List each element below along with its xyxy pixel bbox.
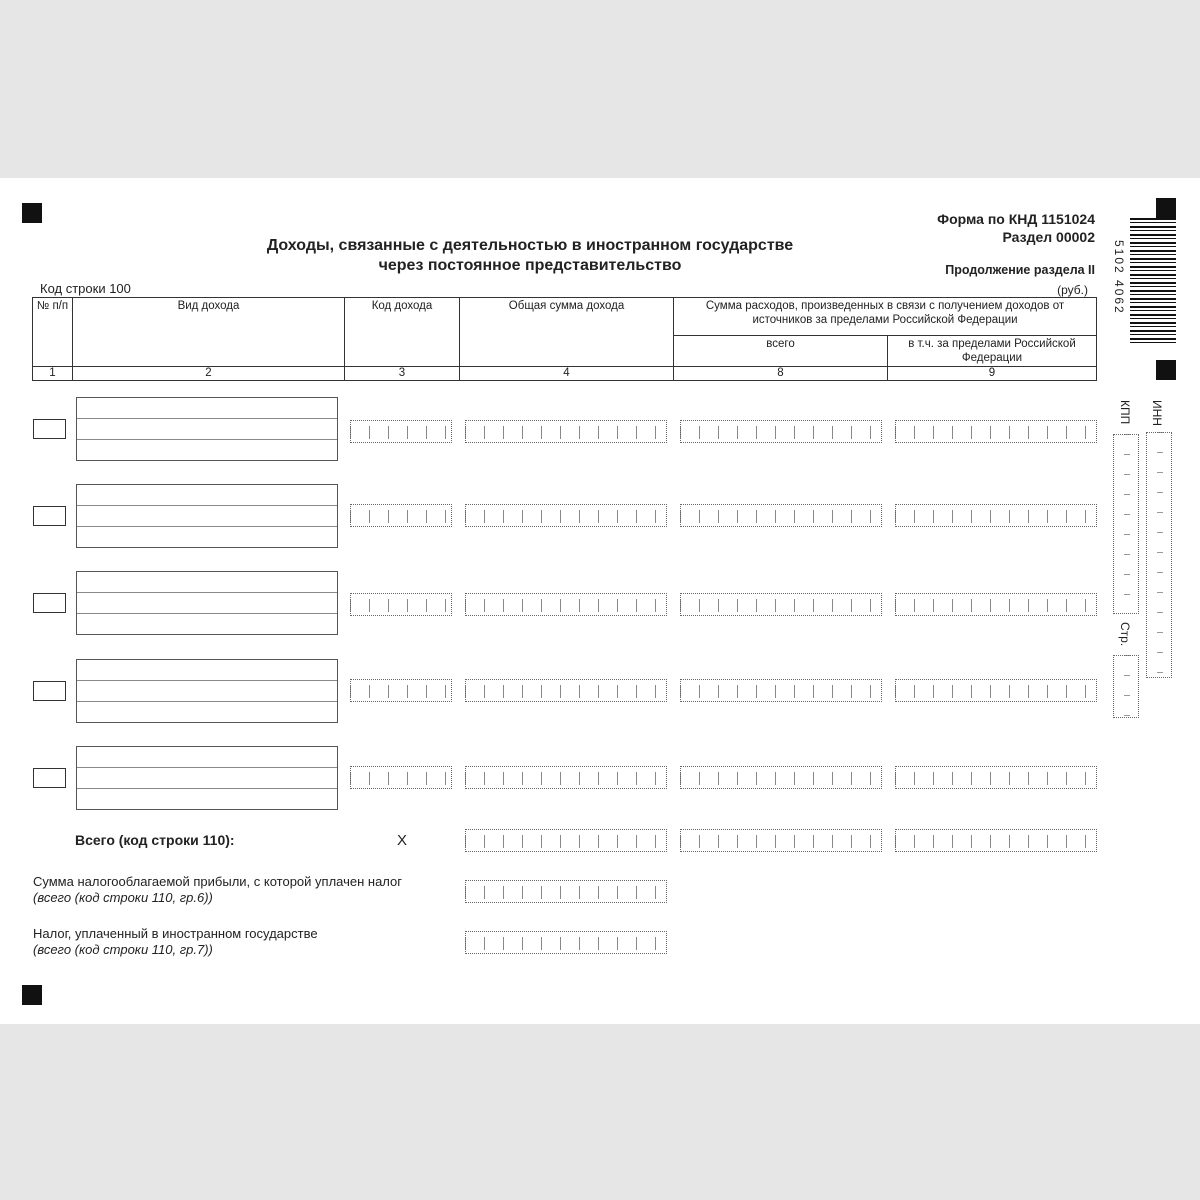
col-number: 4 — [460, 367, 674, 381]
total-income-field[interactable] — [465, 766, 667, 789]
page-number-field[interactable] — [1113, 655, 1139, 718]
row-number-field[interactable] — [33, 506, 66, 526]
totals-x-mark: X — [397, 832, 408, 849]
row-number-field[interactable] — [33, 419, 66, 439]
foreign-tax-label — [33, 926, 318, 958]
total-income-field[interactable] — [465, 593, 667, 616]
income-code-field[interactable] — [350, 420, 452, 443]
registration-marker — [1156, 198, 1176, 218]
barcode-number: 5102 4062 — [1112, 240, 1126, 315]
income-type-field[interactable] — [76, 397, 338, 461]
page-title — [210, 236, 850, 276]
col-header-income-code: Код дохода — [345, 298, 460, 367]
col-number: 1 — [33, 367, 73, 381]
expenses-total-field[interactable] — [680, 504, 882, 527]
totals-income-field[interactable] — [465, 829, 667, 852]
taxable-profit-label — [33, 874, 402, 906]
inn-label: ИНН — [1150, 400, 1164, 426]
form-code: Форма по КНД 1151024 — [937, 211, 1095, 227]
line-code-label: Код строки 100 — [40, 281, 131, 296]
registration-marker — [1156, 360, 1176, 380]
total-income-field[interactable] — [465, 420, 667, 443]
kpp-label: КПП — [1118, 400, 1132, 425]
income-code-field[interactable] — [350, 766, 452, 789]
expenses-abroad-field[interactable] — [895, 420, 1097, 443]
totals-expenses-abroad-field[interactable] — [895, 829, 1097, 852]
expenses-abroad-field[interactable] — [895, 766, 1097, 789]
title-line-1: Доходы, связанные с деятельностью в иностранном государстве — [266, 237, 794, 254]
inn-field[interactable] — [1146, 432, 1172, 678]
income-code-field[interactable] — [350, 593, 452, 616]
row-number-field[interactable] — [33, 768, 66, 788]
col-number: 3 — [345, 367, 460, 381]
expenses-abroad-field[interactable] — [895, 504, 1097, 527]
col-number: 2 — [73, 367, 345, 381]
row-number-field[interactable] — [33, 681, 66, 701]
footer-note: (всего (код строки 110, гр.6)) — [33, 890, 213, 905]
income-type-field[interactable] — [76, 484, 338, 548]
registration-marker — [22, 203, 42, 223]
expenses-total-field[interactable] — [680, 766, 882, 789]
col-header-expenses-total: всего — [674, 336, 888, 367]
continuation-label: Продолжение раздела II — [945, 263, 1095, 277]
footer-label: Сумма налогооблагаемой прибыли, с которой уплачен налог — [33, 874, 403, 889]
expenses-total-field[interactable] — [680, 420, 882, 443]
expenses-total-field[interactable] — [680, 593, 882, 616]
section-number: Раздел 00002 — [1002, 229, 1095, 245]
total-income-field[interactable] — [465, 679, 667, 702]
page-label: Стр. — [1118, 622, 1132, 647]
barcode — [1130, 218, 1176, 344]
footer-note: (всего (код строки 110, гр.7)) — [33, 942, 213, 957]
expenses-abroad-field[interactable] — [895, 679, 1097, 702]
col-header-number: № п/п — [33, 298, 73, 367]
footer-label: Налог, уплаченный в иностранном государстве — [33, 926, 318, 941]
kpp-field[interactable] — [1113, 434, 1139, 614]
registration-marker — [22, 985, 42, 1005]
income-code-field[interactable] — [350, 504, 452, 527]
expenses-total-field[interactable] — [680, 679, 882, 702]
income-type-field[interactable] — [76, 659, 338, 723]
taxable-profit-field[interactable] — [465, 880, 667, 903]
totals-label: Всего (код строки 110): — [75, 832, 235, 848]
foreign-tax-field[interactable] — [465, 931, 667, 954]
title-line-2: через постоянное представительство — [378, 257, 682, 274]
row-number-field[interactable] — [33, 593, 66, 613]
total-income-field[interactable] — [465, 504, 667, 527]
income-type-field[interactable] — [76, 746, 338, 810]
col-number: 9 — [888, 367, 1097, 381]
col-header-expenses-abroad: в т.ч. за пределами Российской Федерации — [888, 336, 1097, 367]
income-type-field[interactable] — [76, 571, 338, 635]
col-header-total-income: Общая сумма дохода — [460, 298, 674, 367]
totals-expenses-field[interactable] — [680, 829, 882, 852]
col-number: 8 — [674, 367, 888, 381]
income-code-field[interactable] — [350, 679, 452, 702]
expenses-abroad-field[interactable] — [895, 593, 1097, 616]
currency-label: (руб.) — [1057, 283, 1088, 297]
col-header-expenses: Сумма расходов, произведенных в связи с получением доходов от источников за пределами Российской Федерации — [674, 298, 1097, 336]
header-table — [32, 297, 1097, 381]
col-header-income-type: Вид дохода — [73, 298, 345, 367]
